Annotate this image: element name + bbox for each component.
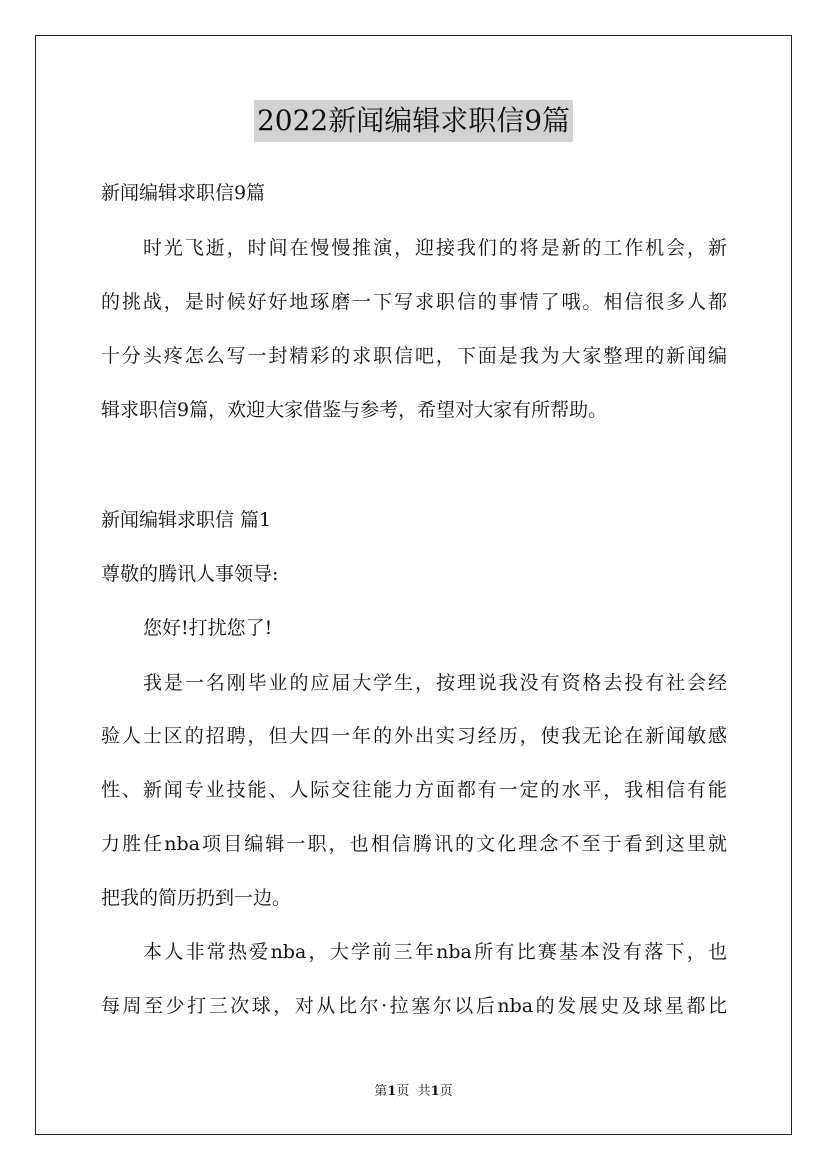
paragraph-line: 验人士区的招聘，但大四一年的外出实习经历，使我无论在新闻敏感 (101, 725, 727, 747)
intro-line: 时光飞逝，时间在慢慢推演，迎接我们的将是新的工作机会，新 (143, 237, 727, 259)
paragraph-line: 本人非常热爱nba，大学前三年nba所有比赛基本没有落下，也 (143, 941, 727, 963)
paragraph-line: 我是一名刚毕业的应届大学生，按理说我没有资格去投有社会经 (143, 672, 727, 694)
footer-total-number: 1 (430, 1084, 440, 1099)
footer-total-prefix: 共 (417, 1084, 431, 1099)
paragraph-line: 每周至少打三次球，对从比尔·拉塞尔以后nba的发展史及球星都比 (101, 995, 727, 1017)
paragraph-line: 力胜任nba项目编辑一职，也相信腾讯的文化理念不至于看到这里就 (101, 833, 727, 855)
footer-total-suffix: 页 (439, 1084, 453, 1099)
footer-page-prefix: 第 (374, 1084, 388, 1099)
page-footer (0, 1083, 827, 1101)
intro-line: 的挑战，是时候好好地琢磨一下写求职信的事情了哦。相信很多人都 (101, 291, 727, 313)
intro-line: 辑求职信9篇，欢迎大家借鉴与参考，希望对大家有所帮助。 (101, 399, 608, 421)
footer-page-number: 1 (387, 1084, 397, 1099)
document-title: 2022新闻编辑求职信9篇 (254, 100, 573, 142)
section-heading: 新闻编辑求职信 篇1 (101, 509, 272, 531)
paragraph-line: 把我的简历扔到一边。 (101, 887, 292, 909)
title-container (0, 100, 827, 142)
paragraph-line: 性、新闻专业技能、人际交往能力方面都有一定的水平，我相信有能 (101, 779, 727, 801)
greeting: 您好!打扰您了! (143, 617, 273, 639)
footer-page-suffix: 页 (396, 1084, 410, 1099)
salutation: 尊敬的腾讯人事领导: (101, 563, 279, 585)
intro-line: 十分头疼怎么写一封精彩的求职信吧，下面是我为大家整理的新闻编 (101, 345, 727, 367)
document-subtitle: 新闻编辑求职信9篇 (101, 182, 266, 204)
